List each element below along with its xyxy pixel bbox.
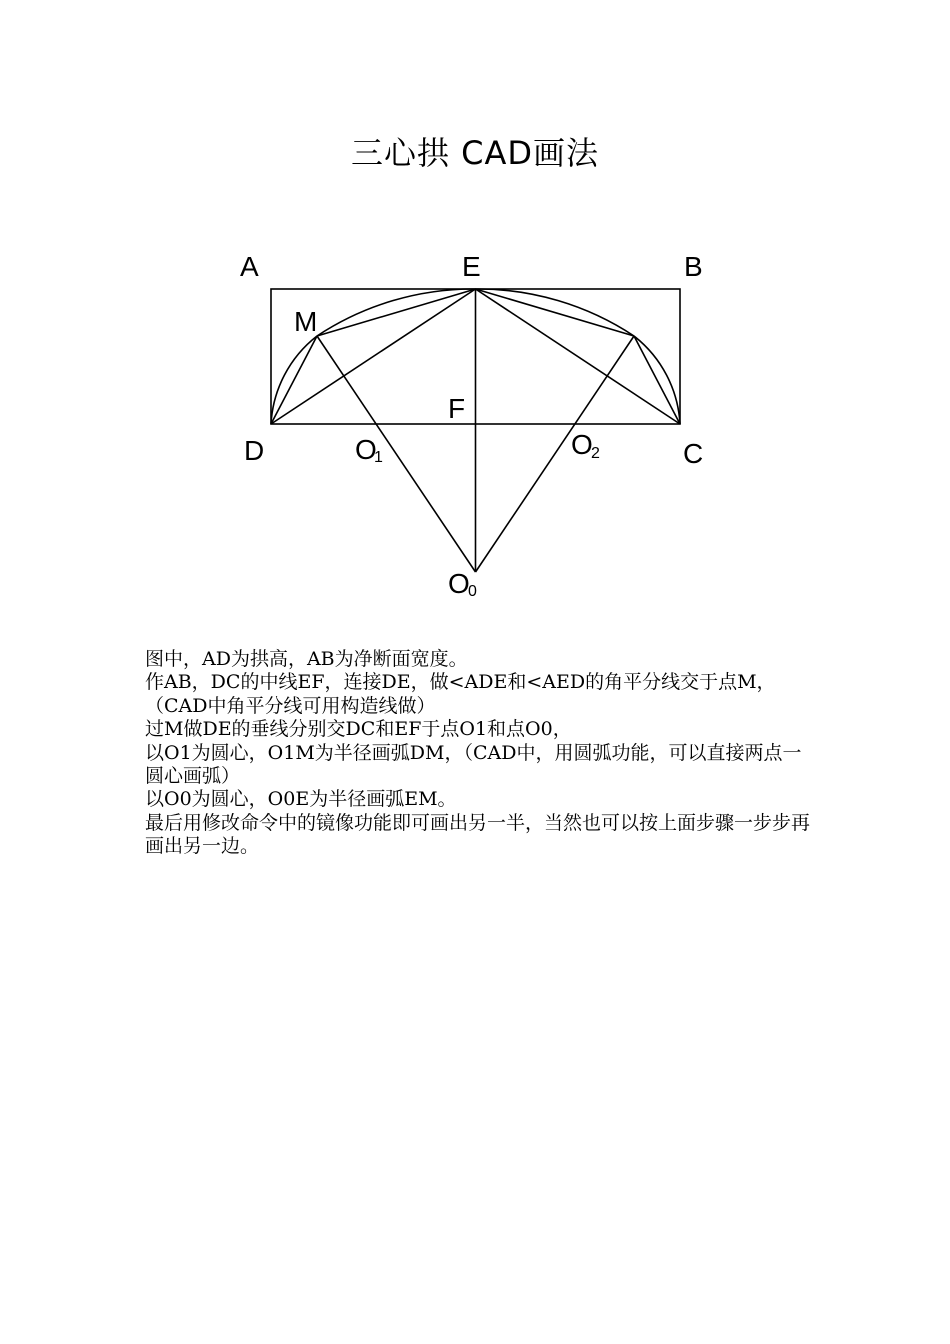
paragraph-2: 作AB，DC的中线EF，连接DE，做<ADE和<AED的角平分线交于点M，（CAD中角平分线可用构造线做） <box>145 671 776 717</box>
chord-c-mirror <box>634 336 680 424</box>
page-title: 三心拱 CAD画法 <box>350 134 600 172</box>
label-o2-subscript: 2 <box>591 445 600 462</box>
paragraph-5: 以O0为圆心，O0E为半径画弧EM。 <box>145 788 457 811</box>
label-a: A <box>240 251 259 282</box>
label-o1: O <box>355 434 377 465</box>
chord-me <box>317 289 476 336</box>
line-m-o0 <box>317 336 476 572</box>
paragraph-6: 最后用修改命令中的镜像功能即可画出另一半，当然也可以按上面步骤一步步再画出另一边。 <box>145 811 811 858</box>
line-ec <box>476 289 681 424</box>
explanation-text <box>145 648 815 859</box>
chord-dm <box>271 336 317 424</box>
paragraph-1: 图中，AD为拱高，AB为净断面宽度。 <box>145 648 468 670</box>
three-center-arch-diagram <box>0 0 950 640</box>
label-d: D <box>244 435 265 466</box>
paragraph-3: 过M做DE的垂线分别交DC和EF于点O1和点O0， <box>145 718 572 741</box>
label-f: F <box>448 393 466 424</box>
paragraph-4: 以O1为圆心，O1M为半径画弧DM，（CAD中，用圆弧功能，可以直接两点一圆心画弧） <box>145 741 802 788</box>
label-m: M <box>294 306 318 337</box>
label-o1-subscript: 1 <box>374 449 383 466</box>
label-e: E <box>462 251 481 282</box>
label-o0-subscript: 0 <box>468 583 477 600</box>
chord-mirror-e <box>476 289 635 336</box>
label-c: C <box>683 438 704 469</box>
line-mirror-o0 <box>476 336 635 572</box>
label-o0: O <box>448 568 470 599</box>
label-b: B <box>684 251 703 282</box>
label-o2: O <box>571 429 593 460</box>
